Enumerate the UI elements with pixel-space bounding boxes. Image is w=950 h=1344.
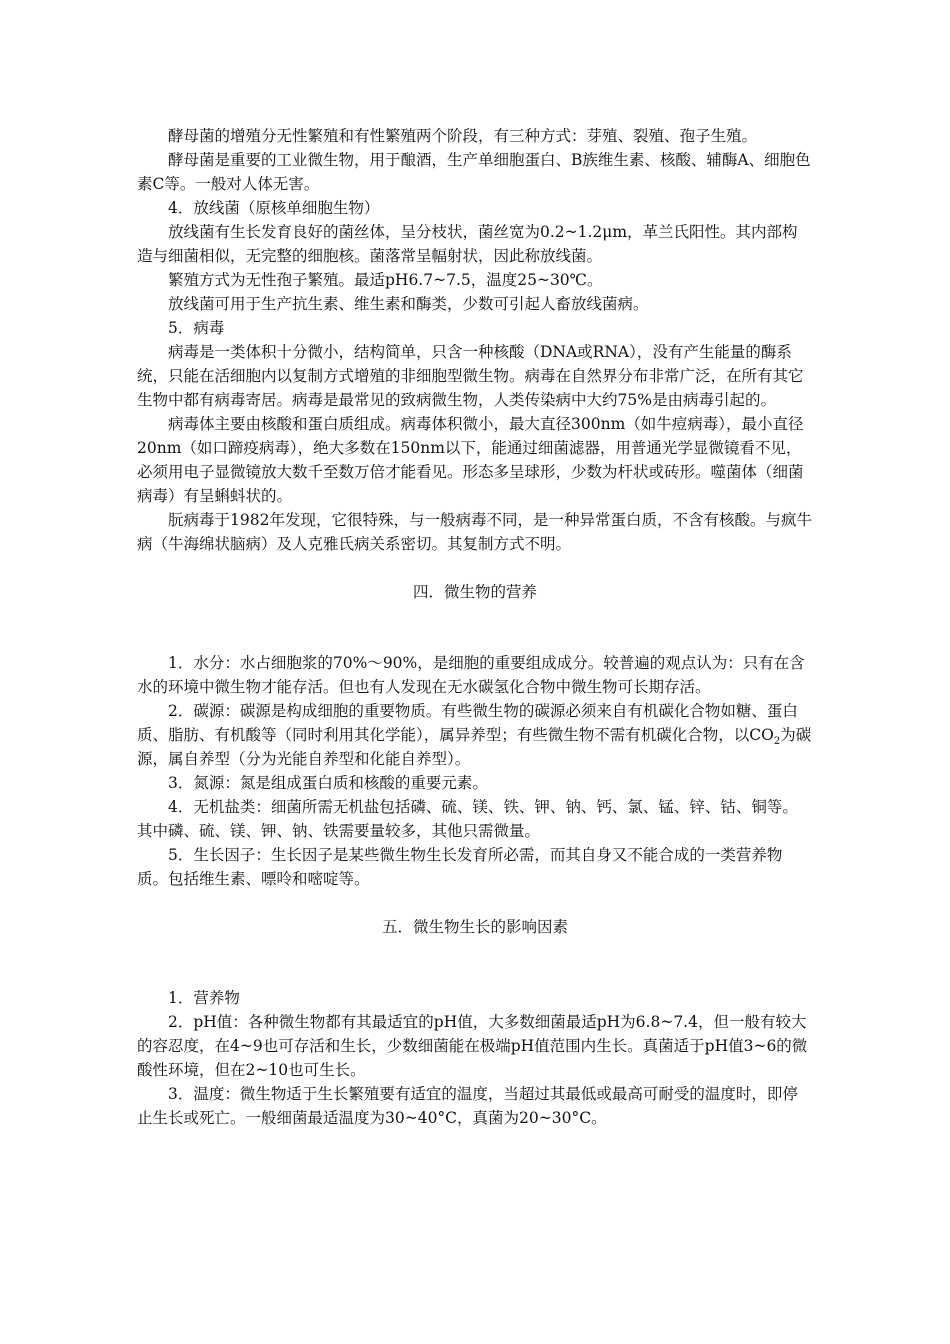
paragraph-actinomycetes-structure: 放线菌有生长发育良好的菌丝体，呈分枝状，菌丝宽为0.2~1.2μm，革兰氏阳性。其内部构造与细菌相似，无完整的细胞核。菌落常呈幅射状，因此称放线菌。 — [137, 223, 798, 265]
carbon-text-after: 为碳源，属自养型（分为光能自养型和化能自养型）。 — [137, 726, 812, 768]
co2-subscript: 2 — [773, 736, 781, 748]
section-heading-growth-factors: 五．微生物生长的影响因素 — [381, 918, 568, 936]
item-actinomycetes-title: 4．放线菌（原核单细胞生物） — [168, 199, 380, 217]
growth-item-temperature: 3．温度：微生物适于生长繁殖要有适宜的温度，当超过其最低或最高可耐受的温度时，即停止生长或死亡。一般细菌最适温度为30~40°C，真菌为20~30°C。 — [137, 1085, 798, 1127]
nutrition-item-water: 1．水分：水占细胞浆的70%～90%，是细胞的重要组成成分。较普遍的观点认为：只有在含水的环境中微生物才能存活。但也有人发现在无水碳氢化合物中微生物可长期存活。 — [137, 654, 805, 696]
growth-item-nutrients: 1．营养物 — [168, 989, 240, 1007]
paragraph-actinomycetes-reproduction: 繁殖方式为无性孢子繁殖。最适pH6.7~7.5，温度25~30℃。 — [168, 271, 603, 289]
paragraph-yeast-reproduction: 酵母菌的增殖分无性繁殖和有性繁殖两个阶段，有三种方式：芽殖、裂殖、孢子生殖。 — [168, 127, 758, 145]
paragraph-prion: 朊病毒于1982年发现，它很特殊，与一般病毒不同，是一种异常蛋白质，不含有核酸。与疯牛病（牛海绵状脑病）及人克雅氏病关系密切。其复制方式不明。 — [137, 511, 812, 553]
carbon-text-before: 2．碳源：碳源是构成细胞的重要物质。有些微生物的碳源必须来自有机碳化合物如糖、蛋白质、脂肪、有机酸等（同时利用其化学能），属异养型；有些微生物不需有机碳化合物，以CO — [137, 702, 798, 744]
nutrition-item-nitrogen: 3．氮源：氮是组成蛋白质和核酸的重要元素。 — [168, 774, 488, 792]
paragraph-yeast-uses: 酵母菌是重要的工业微生物，用于酿酒，生产单细胞蛋白、B族维生素、核酸、辅酶A、细胞色素C等。一般对人体无害。 — [137, 151, 811, 193]
item-virus-title: 5．病毒 — [168, 319, 225, 337]
nutrition-item-salts: 4．无机盐类：细菌所需无机盐包括磷、硫、镁、铁、钾、钠、钙、氯、锰、锌、钴、铜等。其中磷、硫、镁、钾、钠、铁需要量较多，其他只需微量。 — [137, 798, 798, 840]
nutrition-item-carbon — [137, 699, 813, 771]
paragraph-actinomycetes-uses: 放线菌可用于生产抗生素、维生素和酶类，少数可引起人畜放线菌病。 — [168, 295, 649, 313]
nutrition-item-growth-factors: 5．生长因子：生长因子是某些微生物生长发育所必需，而其自身又不能合成的一类营养物质。包括维生素、嘌呤和嘧啶等。 — [137, 846, 783, 888]
growth-item-ph: 2．pH值：各种微生物都有其最适宜的pH值，大多数细菌最适pH为6.8~7.4，但一般有较大的容忍度，在4~9也可存活和生长，少数细菌能在极端pH值范围内生长。真菌适于pH值3~6的微酸性环境，但在2~10也可生长。 — [137, 1013, 808, 1079]
section-heading-nutrition: 四．微生物的营养 — [412, 583, 537, 601]
document-body — [137, 124, 813, 1130]
paragraph-virus-definition: 病毒是一类体积十分微小，结构简单，只含一种核酸（DNA或RNA），没有产生能量的酶系统，只能在活细胞内以复制方式增殖的非细胞型微生物。病毒在自然界分布非常广泛，在所有其它生物中都有病毒寄居。病毒是最常见的致病微生物，人类传染病中大约75%是由病毒引起的。 — [137, 343, 804, 409]
paragraph-virus-structure: 病毒体主要由核酸和蛋白质组成。病毒体积微小，最大直径300nm（如牛痘病毒），最小直径20nm（如口蹄疫病毒），绝大多数在150nm以下，能通过细菌滤器，用普通光学显微镜看不见，必须用电子显微镜放大数千至数万倍才能看见。形态多呈球形，少数为杆状或砖形。噬菌体（细菌病毒）有呈蝌蚪状的。 — [137, 415, 804, 505]
